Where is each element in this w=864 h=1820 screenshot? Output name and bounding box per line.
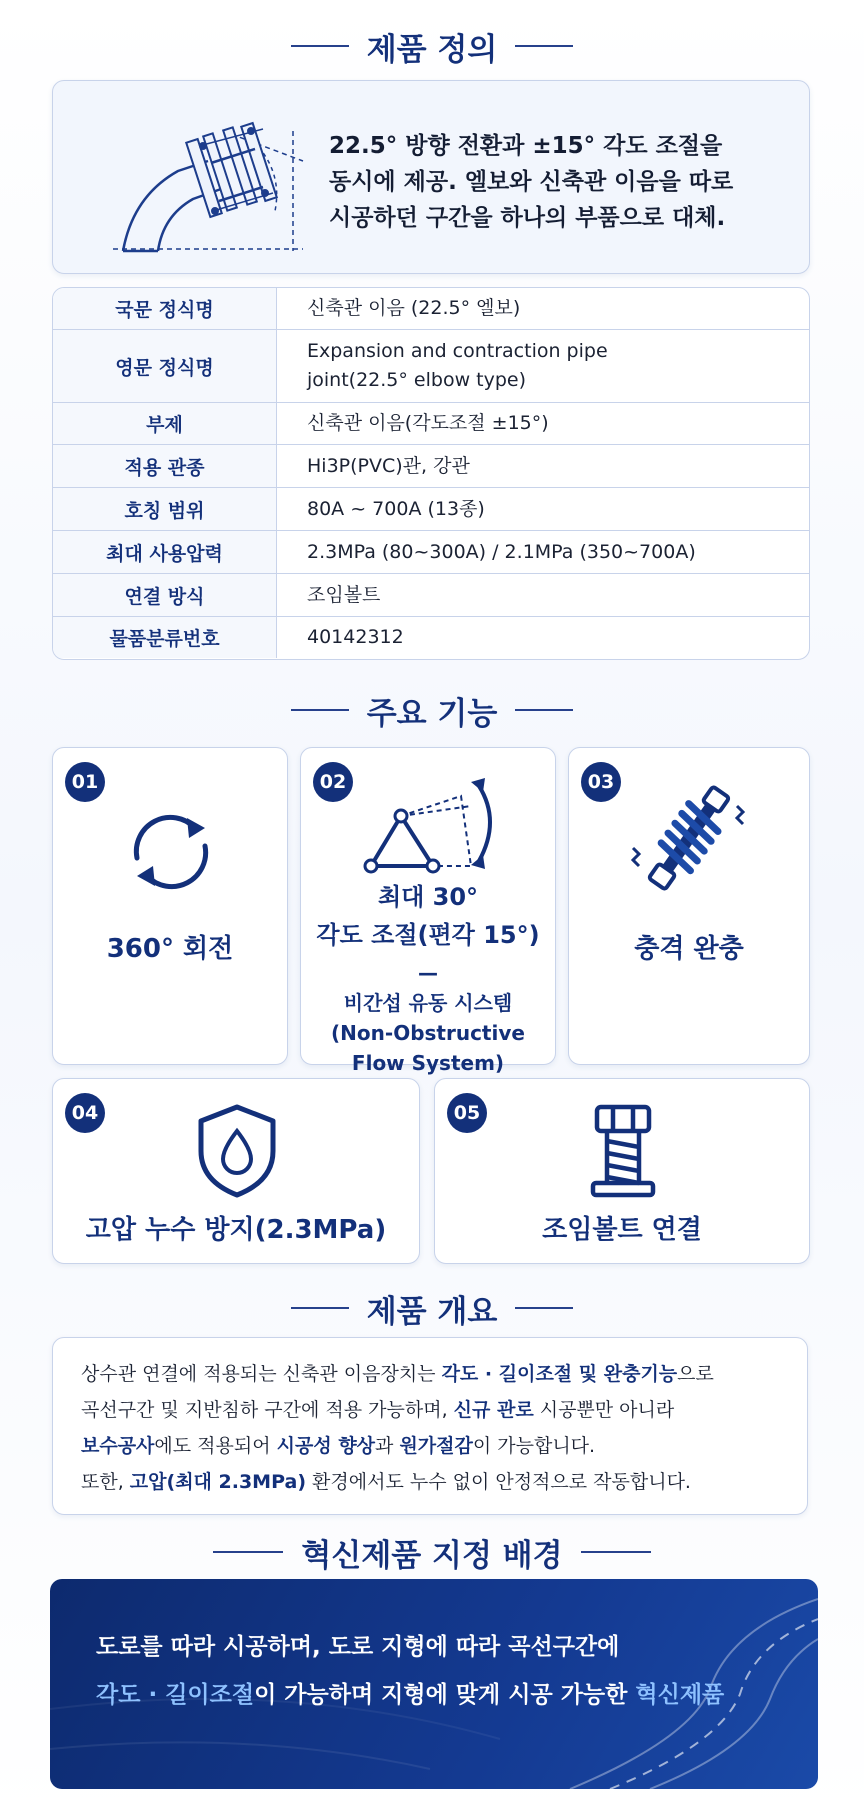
spec-table — [52, 287, 810, 660]
feature-title: 360° 회전 — [106, 934, 234, 964]
feature-title — [301, 878, 555, 954]
title-rule-left — [291, 709, 349, 711]
overview-highlight: 각도 · 길이조절 및 완충기능 — [441, 1363, 678, 1385]
spec-value: 2.3MPa (80~300A) / 2.1MPa (350~700A) — [307, 540, 696, 563]
spec-label: 물품분류번호 — [53, 617, 277, 658]
bolt-icon — [583, 1101, 663, 1199]
feature-number-badge: 05 — [447, 1093, 487, 1133]
elbow-pipe-illustration — [103, 101, 333, 261]
feature-card-leak-proof — [52, 1078, 420, 1264]
overview-line — [81, 1356, 801, 1392]
feature-title-line: 최대 30° — [377, 883, 479, 911]
rotate-icon — [117, 798, 225, 906]
overview-text-run: 또한, — [81, 1471, 130, 1493]
overview-card — [52, 1337, 808, 1515]
title-rule-right — [581, 1551, 651, 1553]
spec-row — [53, 531, 809, 574]
overview-section-title — [0, 1286, 864, 1330]
definition-line: 동시에 제공. 엘보와 신축관 이음을 따로 — [329, 169, 734, 195]
spec-row — [53, 488, 809, 531]
definition-card — [52, 80, 810, 274]
angle-adjust-icon — [361, 766, 501, 876]
definition-title: 제품 정의 — [366, 31, 498, 68]
title-rule-left — [213, 1551, 283, 1553]
spec-label: 국문 정식명 — [53, 288, 277, 329]
spec-row — [53, 330, 809, 403]
feature-card-bolt — [434, 1078, 810, 1264]
overview-text-run: 과 — [375, 1435, 400, 1457]
overview-text-run: 으로 — [677, 1363, 714, 1385]
overview-highlight: 원가절감 — [399, 1435, 473, 1457]
spec-value: 조임볼트 — [307, 583, 381, 606]
feature-title: 충격 완충 — [634, 934, 744, 964]
feature-card-rotation — [52, 747, 288, 1065]
background-highlight: 각도 · 길이조절 — [96, 1682, 255, 1708]
features-section-title — [0, 688, 864, 732]
background-section-title — [0, 1530, 864, 1574]
overview-text-run: 에도 적용되어 — [154, 1435, 277, 1457]
definition-line: 22.5° 방향 전환과 ±15° 각도 조절을 — [329, 133, 723, 159]
title-rule-right — [515, 45, 573, 47]
feature-number-badge: 01 — [65, 762, 105, 802]
spec-row — [53, 617, 809, 658]
spec-value: 80A ~ 700A (13종) — [307, 497, 485, 520]
background-text-run: 이 가능하며 지형에 맞게 시공 가능한 — [254, 1682, 636, 1708]
overview-highlight: 신규 관로 — [453, 1399, 534, 1421]
background-line: 도로를 따라 시공하며, 도로 지형에 따라 곡선구간에 — [96, 1634, 620, 1660]
feature-number-badge: 03 — [581, 762, 621, 802]
feature-title-line: 각도 조절(편각 15°) — [316, 921, 540, 949]
spec-value — [277, 330, 809, 402]
feature-sub-line: Flow System) — [351, 1051, 505, 1075]
feature-number-badge: 02 — [313, 762, 353, 802]
water-shield-icon — [195, 1103, 279, 1199]
spec-value-line: Expansion and contraction pipe — [307, 340, 608, 362]
definition-section-title — [0, 24, 864, 68]
title-rule-right — [515, 1307, 573, 1309]
feature-sub-line: 비간섭 유동 시스템 — [343, 991, 513, 1015]
definition-text — [329, 128, 789, 236]
overview-text-run: 환경에서도 누수 없이 안정적으로 작동합니다. — [306, 1471, 691, 1493]
overview-title: 제품 개요 — [366, 1293, 498, 1330]
overview-text — [81, 1356, 801, 1500]
spec-label: 부제 — [53, 403, 277, 444]
spec-value: 신축관 이음 (22.5° 엘보) — [307, 297, 521, 319]
spec-value: Hi3P(PVC)관, 강관 — [307, 454, 470, 477]
feature-title: 조임볼트 연결 — [542, 1215, 702, 1245]
title-rule-left — [291, 45, 349, 47]
spec-row — [53, 574, 809, 617]
features-title: 주요 기능 — [366, 695, 498, 732]
title-rule-left — [291, 1307, 349, 1309]
spec-row — [53, 445, 809, 488]
feature-card-angle — [300, 747, 556, 1075]
feature-number-badge: 04 — [65, 1093, 105, 1133]
overview-line — [81, 1392, 801, 1428]
feature-card-shock — [568, 747, 810, 1065]
spec-value-line: joint(22.5° elbow type) — [307, 369, 527, 391]
overview-text-run: 시공뿐만 아니라 — [533, 1399, 675, 1421]
feature-sub-line: (Non-Obstructive — [331, 1021, 525, 1045]
feature-title: 고압 누수 방지(2.3MPa) — [85, 1215, 387, 1245]
spec-label: 최대 사용압력 — [53, 531, 277, 573]
shock-absorber-icon — [629, 778, 749, 898]
spec-label: 적용 관종 — [53, 445, 277, 487]
spec-label: 호칭 범위 — [53, 488, 277, 530]
background-text — [96, 1623, 796, 1719]
background-line — [96, 1671, 796, 1719]
background-highlight: 혁신제품 — [635, 1682, 725, 1708]
spec-row — [53, 403, 809, 445]
spec-row — [53, 288, 809, 330]
spec-label: 영문 정식명 — [53, 330, 277, 402]
background-title: 혁신제품 지정 배경 — [301, 1537, 563, 1574]
overview-line — [81, 1464, 801, 1500]
overview-text-run: 상수관 연결에 적용되는 신축관 이음장치는 — [81, 1363, 442, 1385]
feature-separator: — — [418, 961, 438, 985]
feature-subtitle — [301, 958, 555, 1078]
spec-value: 40142312 — [307, 626, 404, 648]
overview-text-run: 이 가능합니다. — [472, 1435, 596, 1457]
overview-highlight: 보수공사 — [81, 1435, 155, 1457]
overview-line — [81, 1428, 801, 1464]
background-banner — [50, 1579, 818, 1789]
overview-highlight: 시공성 향상 — [276, 1435, 376, 1457]
overview-text-run: 곡선구간 및 지반침하 구간에 적용 가능하며, — [81, 1399, 454, 1421]
title-rule-right — [515, 709, 573, 711]
definition-line: 시공하던 구간을 하나의 부품으로 대체. — [329, 205, 726, 231]
overview-highlight: 고압(최대 2.3MPa) — [129, 1471, 306, 1493]
spec-value: 신축관 이음(각도조절 ±15°) — [307, 412, 549, 434]
spec-label: 연결 방식 — [53, 574, 277, 616]
